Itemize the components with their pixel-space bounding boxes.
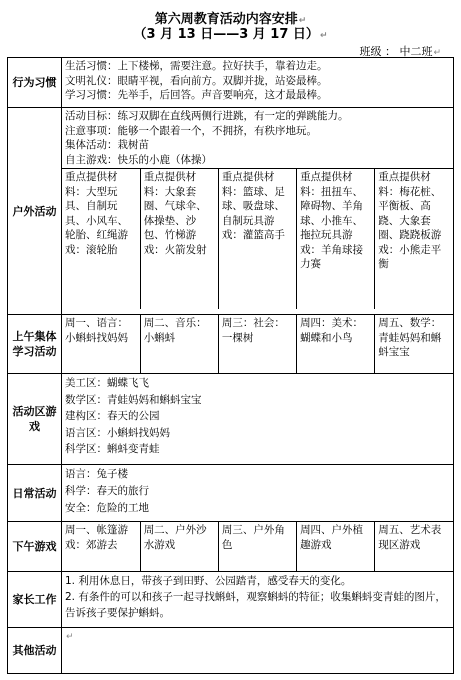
- row-parents: [8, 572, 454, 628]
- row-outdoor: [8, 108, 454, 315]
- text-line: 语言区：小蝌蚪找妈妈: [65, 426, 170, 439]
- text-line: 安全：危险的工地: [65, 502, 149, 514]
- row-label: 下午游戏: [8, 522, 62, 572]
- text-line: 集体活动：栽树苗: [65, 139, 149, 151]
- text-line: 2. 有条件的可以和孩子一起寻找蝌蚪，观察蝌蚪的特征；收集蝌蚪变青蛙的图片，告诉孩子要保护蝌蚪。: [65, 591, 446, 619]
- text-line: 学习习惯：先举手，后回答。声音要响亮，这才最最棒。: [65, 89, 328, 101]
- row-behavior: [8, 58, 454, 108]
- row-areas: [8, 374, 454, 465]
- text-line: 科学区：蝌蚪变青蛙: [65, 443, 160, 455]
- row-label: 户外活动: [8, 108, 62, 315]
- text-line: 生活习惯：上下楼梯，需要注意。拉好扶手，靠着边走。: [65, 60, 328, 72]
- date-range: （3 月 13 日——3 月 17 日）↵: [133, 27, 328, 42]
- daily-content: [62, 465, 454, 522]
- text-line: 文明礼仪：眼睛平视，看向前方。双脚并拢，站姿最棒。: [65, 74, 328, 87]
- class-label: 班级 ： 中二班↵: [359, 45, 441, 58]
- row-afternoon: [8, 522, 454, 572]
- morning-days: [62, 315, 453, 373]
- day-cell: 重点提供材料：扭扭车、障碍物、羊角球、小推车、拖拉玩具游戏：羊角球接力赛: [297, 169, 375, 309]
- behavior-content: [62, 58, 454, 108]
- afternoon-content: [62, 522, 454, 572]
- day-cell: 周一、语言：小蝌蚪找妈妈: [62, 315, 140, 373]
- schedule-table: [7, 57, 454, 674]
- text-line: 活动目标：练习双脚在直线两侧行进跳，有一定的弹跳能力。: [65, 110, 349, 122]
- day-cell: 周二、音乐：小蝌蚪: [140, 315, 218, 373]
- day-cell: 重点提供材料：篮球、足球、吸盘球、自制玩具游戏：灌篮高手: [218, 169, 296, 309]
- text-line: 建构区：春天的公园: [65, 410, 160, 422]
- text-line: 数学区：青蛙妈妈和蝌蚪宝宝: [65, 393, 202, 406]
- day-cell: 周一、帐篷游戏：郊游去: [62, 522, 140, 571]
- row-label: 日常活动: [8, 465, 62, 522]
- day-cell: 周四、户外植趣游戏: [297, 522, 375, 571]
- other-content: ↵: [62, 628, 454, 674]
- areas-content: [62, 374, 454, 465]
- text-line: 1. 利用休息日，带孩子到田野、公园踏青，感受春天的变化。: [65, 575, 352, 587]
- outdoor-days: [62, 168, 453, 309]
- row-label: 行为习惯: [8, 58, 62, 108]
- day-cell: 重点提供材料：梅花桩、平衡板、高跷、大象套圈、跷跷板游戏：小熊走平衡: [375, 169, 453, 309]
- row-label: 上午集体学习活动: [8, 315, 62, 374]
- day-cell: 重点提供材料：大象套圈、气球伞、体操垫、沙包、竹梯游戏：火箭发射: [140, 169, 218, 309]
- text-line: 美工区：蝴蝶飞飞: [65, 377, 149, 389]
- page-title: 第六周教育活动内容安排↵: [154, 12, 307, 27]
- day-cell: 重点提供材料：大型玩具、自制玩具、小风车、轮胎、红绳游戏：滚轮胎: [62, 169, 140, 309]
- row-other: [8, 628, 454, 674]
- row-morning: [8, 315, 454, 374]
- outdoor-content: [62, 108, 454, 315]
- day-cell: 周三、户外角色: [218, 522, 296, 571]
- day-cell: 周五、数学：青蛙妈妈和蝌蚪宝宝: [375, 315, 453, 373]
- row-daily: [8, 465, 454, 522]
- text-line: 自主游戏：快乐的小鹿（体操）: [65, 153, 212, 166]
- text-line: 注意事项：能够一个跟着一个，不拥挤，有秩序地玩。: [65, 124, 317, 137]
- morning-content: [62, 315, 454, 374]
- day-cell: 周二、户外沙水游戏: [140, 522, 218, 571]
- row-label: 其他活动: [8, 628, 62, 674]
- day-cell: 周三：社会：一棵树: [218, 315, 296, 373]
- afternoon-days: [62, 522, 453, 571]
- text-line: 语言：兔子楼: [65, 468, 128, 480]
- day-cell: 周四：美术：蝴蝶和小鸟: [297, 315, 375, 373]
- row-label: 活动区游戏: [8, 374, 62, 465]
- row-label: 家长工作: [8, 572, 62, 628]
- parents-content: [62, 572, 454, 628]
- text-line: 科学：春天的旅行: [65, 485, 149, 497]
- day-cell: 周五、艺术表现区游戏: [375, 522, 453, 571]
